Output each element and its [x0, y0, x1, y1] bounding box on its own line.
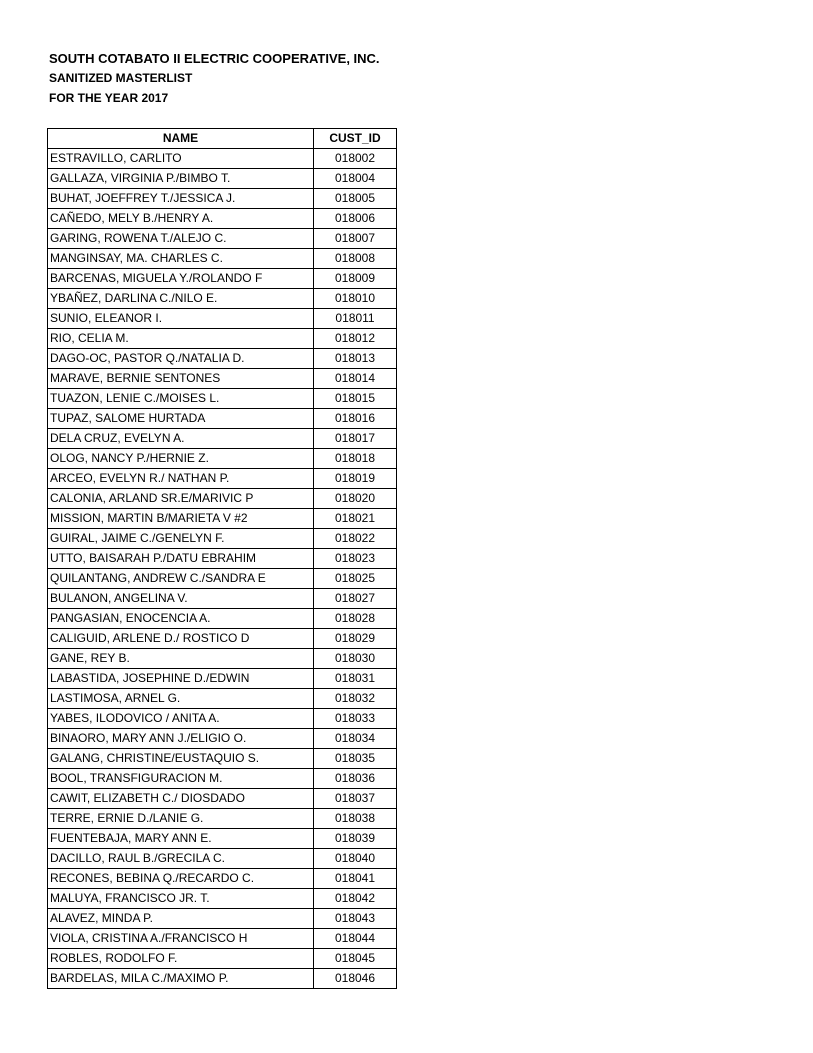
- customer-id-cell: 018039: [314, 829, 397, 849]
- customer-id-cell: 018007: [314, 229, 397, 249]
- customer-name-cell: QUILANTANG, ANDREW C./SANDRA E: [48, 569, 314, 589]
- customer-id-cell: 018016: [314, 409, 397, 429]
- customer-id-cell: 018031: [314, 669, 397, 689]
- customer-name-cell: BULANON, ANGELINA V.: [48, 589, 314, 609]
- customer-name-cell: BARDELAS, MILA C./MAXIMO P.: [48, 969, 314, 989]
- customer-name-cell: DACILLO, RAUL B./GRECILA C.: [48, 849, 314, 869]
- customer-id-cell: 018023: [314, 549, 397, 569]
- customer-id-cell: 018046: [314, 969, 397, 989]
- customer-name-cell: UTTO, BAISARAH P./DATU EBRAHIM: [48, 549, 314, 569]
- table-row: [48, 609, 397, 629]
- table-row: [48, 629, 397, 649]
- table-row: [48, 169, 397, 189]
- customer-name-cell: BOOL, TRANSFIGURACION M.: [48, 769, 314, 789]
- customer-name-cell: LABASTIDA, JOSEPHINE D./EDWIN: [48, 669, 314, 689]
- customer-id-cell: 018004: [314, 169, 397, 189]
- customer-id-cell: 018027: [314, 589, 397, 609]
- table-row: [48, 789, 397, 809]
- customer-name-cell: FUENTEBAJA, MARY ANN E.: [48, 829, 314, 849]
- customer-name-cell: RECONES, BEBINA Q./RECARDO C.: [48, 869, 314, 889]
- table-row: [48, 229, 397, 249]
- customer-id-cell: 018015: [314, 389, 397, 409]
- customer-name-cell: BINAORO, MARY ANN J./ELIGIO O.: [48, 729, 314, 749]
- customer-name-cell: OLOG, NANCY P./HERNIE Z.: [48, 449, 314, 469]
- customer-id-cell: 018005: [314, 189, 397, 209]
- customer-id-cell: 018019: [314, 469, 397, 489]
- table-row: [48, 549, 397, 569]
- table-row: [48, 949, 397, 969]
- customer-id-cell: 018045: [314, 949, 397, 969]
- customer-name-cell: LASTIMOSA, ARNEL G.: [48, 689, 314, 709]
- customer-name-cell: YABES, ILODOVICO / ANITA A.: [48, 709, 314, 729]
- customer-name-cell: TUPAZ, SALOME HURTADA: [48, 409, 314, 429]
- table-row: [48, 749, 397, 769]
- table-row: [48, 829, 397, 849]
- table-row: [48, 369, 397, 389]
- customer-name-cell: MARAVE, BERNIE SENTONES: [48, 369, 314, 389]
- customer-name-cell: MALUYA, FRANCISCO JR. T.: [48, 889, 314, 909]
- table-row: [48, 309, 397, 329]
- column-header-name: NAME: [48, 129, 314, 149]
- customer-name-cell: CALIGUID, ARLENE D./ ROSTICO D: [48, 629, 314, 649]
- table-row: [48, 289, 397, 309]
- customer-id-cell: 018021: [314, 509, 397, 529]
- customer-name-cell: DAGO-OC, PASTOR Q./NATALIA D.: [48, 349, 314, 369]
- customer-name-cell: RIO, CELIA M.: [48, 329, 314, 349]
- customer-name-cell: TUAZON, LENIE C./MOISES L.: [48, 389, 314, 409]
- customer-id-cell: 018017: [314, 429, 397, 449]
- customer-name-cell: GARING, ROWENA T./ALEJO C.: [48, 229, 314, 249]
- customer-name-cell: GUIRAL, JAIME C./GENELYN F.: [48, 529, 314, 549]
- table-row: [48, 849, 397, 869]
- table-row: [48, 269, 397, 289]
- customer-name-cell: ALAVEZ, MINDA P.: [48, 909, 314, 929]
- customer-id-cell: 018010: [314, 289, 397, 309]
- table-row: [48, 509, 397, 529]
- table-row: [48, 149, 397, 169]
- customer-id-cell: 018025: [314, 569, 397, 589]
- customer-name-cell: YBAÑEZ, DARLINA C./NILO E.: [48, 289, 314, 309]
- customer-name-cell: ROBLES, RODOLFO F.: [48, 949, 314, 969]
- customer-id-cell: 018028: [314, 609, 397, 629]
- company-title: SOUTH COTABATO II ELECTRIC COOPERATIVE, INC.: [49, 51, 380, 66]
- customer-name-cell: DELA CRUZ, EVELYN A.: [48, 429, 314, 449]
- table-row: [48, 389, 397, 409]
- table-body: [48, 149, 397, 989]
- customer-id-cell: 018014: [314, 369, 397, 389]
- customer-name-cell: CAWIT, ELIZABETH C./ DIOSDADO: [48, 789, 314, 809]
- customer-id-cell: 018036: [314, 769, 397, 789]
- masterlist-table: [47, 128, 397, 989]
- document-subtitle: SANITIZED MASTERLIST: [49, 71, 193, 85]
- customer-id-cell: 018029: [314, 629, 397, 649]
- table-row: [48, 589, 397, 609]
- customer-id-cell: 018008: [314, 249, 397, 269]
- customer-name-cell: TERRE, ERNIE D./LANIE G.: [48, 809, 314, 829]
- table-row: [48, 649, 397, 669]
- customer-id-cell: 018044: [314, 929, 397, 949]
- table-row: [48, 189, 397, 209]
- customer-id-cell: 018032: [314, 689, 397, 709]
- customer-id-cell: 018012: [314, 329, 397, 349]
- customer-id-cell: 018011: [314, 309, 397, 329]
- table-row: [48, 729, 397, 749]
- customer-name-cell: GALLAZA, VIRGINIA P./BIMBO T.: [48, 169, 314, 189]
- customer-id-cell: 018013: [314, 349, 397, 369]
- table-row: [48, 349, 397, 369]
- customer-name-cell: MISSION, MARTIN B/MARIETA V #2: [48, 509, 314, 529]
- customer-name-cell: GALANG, CHRISTINE/EUSTAQUIO S.: [48, 749, 314, 769]
- customer-id-cell: 018040: [314, 849, 397, 869]
- year-line: FOR THE YEAR 2017: [49, 91, 169, 105]
- table-row: [48, 529, 397, 549]
- customer-id-cell: 018018: [314, 449, 397, 469]
- customer-id-cell: 018033: [314, 709, 397, 729]
- customer-id-cell: 018037: [314, 789, 397, 809]
- customer-name-cell: VIOLA, CRISTINA A./FRANCISCO H: [48, 929, 314, 949]
- table-row: [48, 209, 397, 229]
- customer-id-cell: 018002: [314, 149, 397, 169]
- table-row: [48, 669, 397, 689]
- table-row: [48, 429, 397, 449]
- table-row: [48, 449, 397, 469]
- customer-id-cell: 018035: [314, 749, 397, 769]
- table-row: [48, 969, 397, 989]
- customer-name-cell: MANGINSAY, MA. CHARLES C.: [48, 249, 314, 269]
- customer-name-cell: PANGASIAN, ENOCENCIA A.: [48, 609, 314, 629]
- customer-name-cell: CALONIA, ARLAND SR.E/MARIVIC P: [48, 489, 314, 509]
- customer-id-cell: 018038: [314, 809, 397, 829]
- table-row: [48, 249, 397, 269]
- customer-id-cell: 018020: [314, 489, 397, 509]
- customer-name-cell: ESTRAVILLO, CARLITO: [48, 149, 314, 169]
- customer-id-cell: 018042: [314, 889, 397, 909]
- table-row: [48, 709, 397, 729]
- customer-id-cell: 018030: [314, 649, 397, 669]
- customer-name-cell: ARCEO, EVELYN R./ NATHAN P.: [48, 469, 314, 489]
- table-row: [48, 329, 397, 349]
- table-row: [48, 689, 397, 709]
- customer-id-cell: 018034: [314, 729, 397, 749]
- customer-name-cell: GANE, REY B.: [48, 649, 314, 669]
- table-row: [48, 909, 397, 929]
- column-header-cust-id: CUST_ID: [314, 129, 397, 149]
- table-row: [48, 809, 397, 829]
- table-row: [48, 469, 397, 489]
- customer-name-cell: BUHAT, JOEFFREY T./JESSICA J.: [48, 189, 314, 209]
- table-row: [48, 409, 397, 429]
- table-row: [48, 489, 397, 509]
- customer-id-cell: 018022: [314, 529, 397, 549]
- table-header-row: [48, 129, 397, 149]
- customer-name-cell: BARCENAS, MIGUELA Y./ROLANDO F: [48, 269, 314, 289]
- customer-id-cell: 018009: [314, 269, 397, 289]
- table-row: [48, 869, 397, 889]
- customer-name-cell: CAÑEDO, MELY B./HENRY A.: [48, 209, 314, 229]
- table-row: [48, 569, 397, 589]
- table-row: [48, 889, 397, 909]
- document-header: [49, 50, 380, 109]
- customer-id-cell: 018006: [314, 209, 397, 229]
- customer-name-cell: SUNIO, ELEANOR I.: [48, 309, 314, 329]
- table-row: [48, 929, 397, 949]
- table-row: [48, 769, 397, 789]
- customer-id-cell: 018043: [314, 909, 397, 929]
- customer-id-cell: 018041: [314, 869, 397, 889]
